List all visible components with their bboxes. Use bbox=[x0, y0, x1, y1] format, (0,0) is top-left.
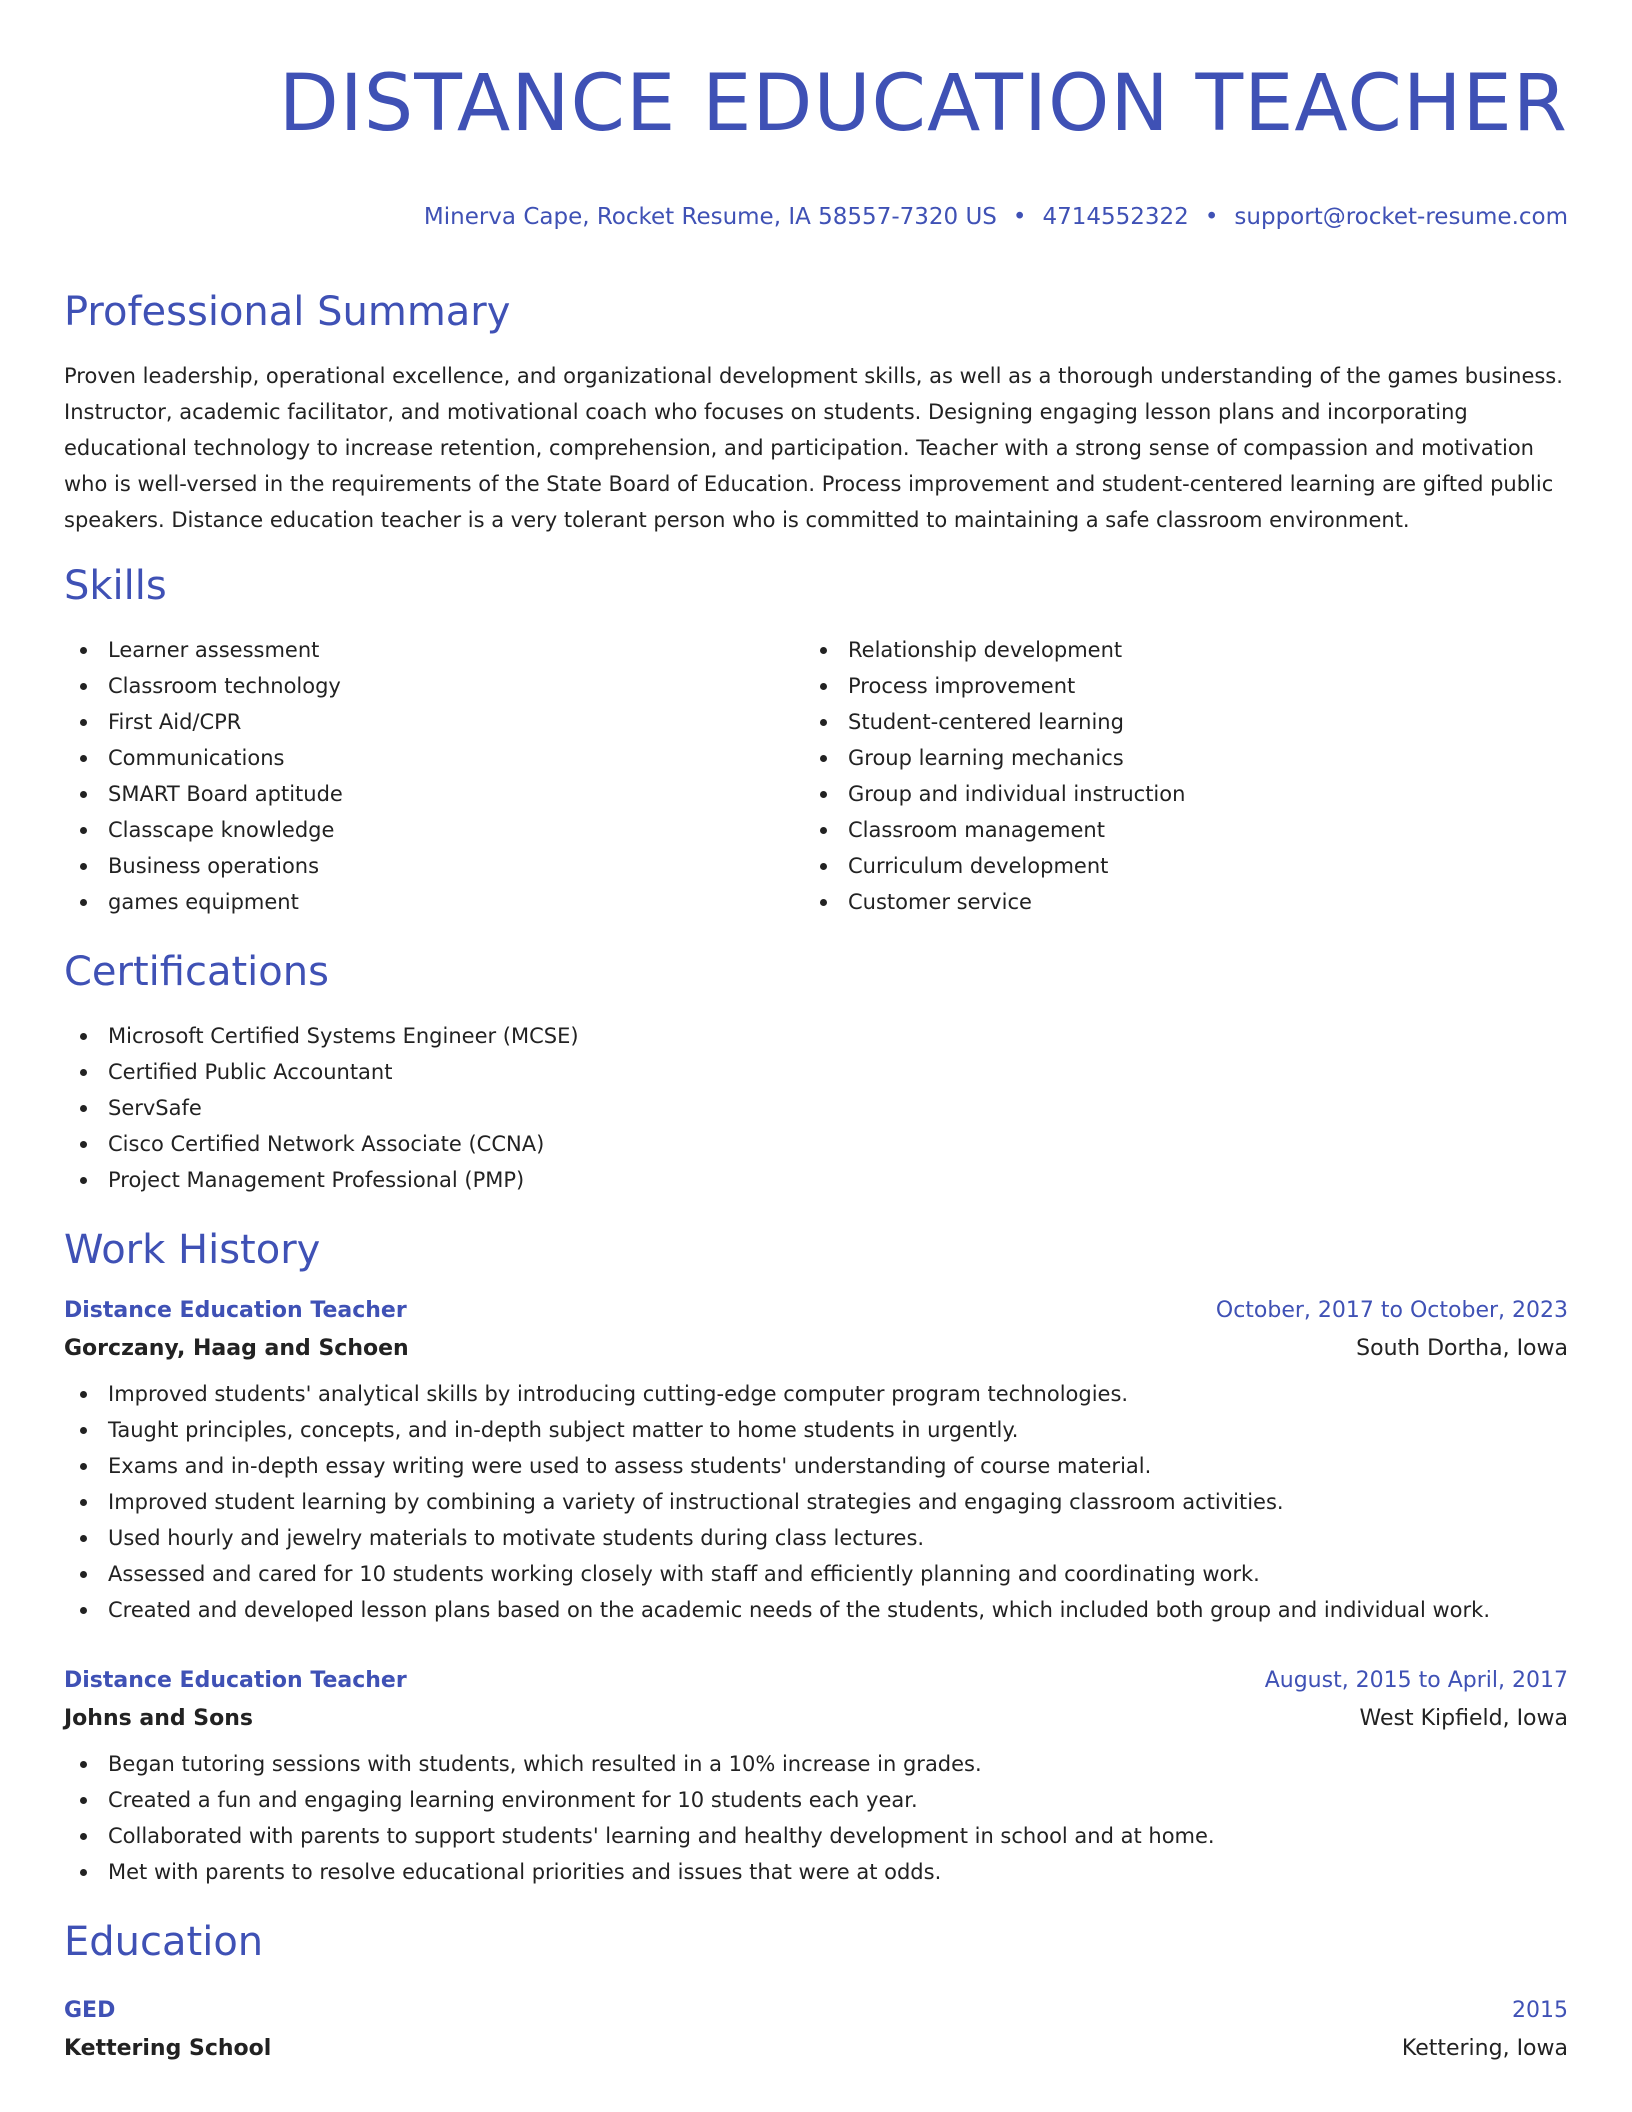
skill-item: Group learning mechanics bbox=[804, 740, 1544, 776]
contact-separator: • bbox=[1204, 204, 1219, 230]
education-school: Kettering School bbox=[64, 2036, 272, 2061]
job-bullet: Used hourly and jewelry materials to motivate students during class lectures. bbox=[64, 1520, 1568, 1556]
certification-item: Project Management Professional (PMP) bbox=[64, 1162, 1568, 1198]
job-company: Gorczany, Haag and Schoen bbox=[64, 1336, 409, 1361]
job-company-row bbox=[64, 1704, 1568, 1734]
skill-item: First Aid/CPR bbox=[64, 704, 804, 740]
job-bullet: Improved students' analytical skills by introducing cutting-edge computer program technologies. bbox=[64, 1376, 1568, 1412]
certifications-section bbox=[64, 948, 1568, 1198]
certification-item: Microsoft Certified Systems Engineer (MCSE) bbox=[64, 1018, 1568, 1054]
job-header-row bbox=[64, 1296, 1568, 1326]
skill-item: Group and individual instruction bbox=[804, 776, 1544, 812]
job-bullet: Began tutoring sessions with students, which resulted in a 10% increase in grades. bbox=[64, 1746, 1568, 1782]
skills-heading: Skills bbox=[64, 563, 167, 609]
job-bullets bbox=[64, 1746, 1568, 1890]
job-bullet: Improved student learning by combining a variety of instructional strategies and engaging classroom activities. bbox=[64, 1484, 1568, 1520]
skills-list-right bbox=[804, 632, 1544, 920]
education-year: 2015 bbox=[1512, 1998, 1568, 2023]
education-degree: GED bbox=[64, 1998, 116, 2023]
certifications-list bbox=[64, 1018, 1568, 1198]
skills-grid bbox=[64, 632, 1568, 920]
skill-item: Relationship development bbox=[804, 632, 1544, 668]
skill-item: Process improvement bbox=[804, 668, 1544, 704]
skill-item: Classroom management bbox=[804, 812, 1544, 848]
job-header-row bbox=[64, 1666, 1568, 1696]
skill-item: Customer service bbox=[804, 884, 1544, 920]
job-bullet: Created and developed lesson plans based on the academic needs of the students, which included both group and individual work. bbox=[64, 1592, 1568, 1628]
job-bullet: Met with parents to resolve educational priorities and issues that were at odds. bbox=[64, 1854, 1568, 1890]
contact-phone: 4714552322 bbox=[1042, 204, 1189, 230]
education-school-row bbox=[64, 2034, 1568, 2064]
certification-item: Cisco Certified Network Associate (CCNA) bbox=[64, 1126, 1568, 1162]
job-dates: October, 2017 to October, 2023 bbox=[1215, 1298, 1568, 1323]
skill-item: Student-centered learning bbox=[804, 704, 1544, 740]
skill-item: Curriculum development bbox=[804, 848, 1544, 884]
skill-item: Learner assessment bbox=[64, 632, 804, 668]
job-company-row bbox=[64, 1334, 1568, 1364]
skills-list-left bbox=[64, 632, 804, 920]
job-bullet: Collaborated with parents to support students' learning and healthy development in school and at home. bbox=[64, 1818, 1568, 1854]
job-bullet: Exams and in-depth essay writing were used to assess students' understanding of course material. bbox=[64, 1448, 1568, 1484]
job-title: Distance Education Teacher bbox=[64, 1298, 407, 1323]
summary-heading: Professional Summary bbox=[64, 289, 511, 335]
skill-item: games equipment bbox=[64, 884, 804, 920]
education-location: Kettering, Iowa bbox=[1401, 2036, 1568, 2061]
summary-section bbox=[64, 288, 1568, 538]
skill-item: SMART Board aptitude bbox=[64, 776, 804, 812]
skill-item: Classcape knowledge bbox=[64, 812, 804, 848]
job-location: West Kipfield, Iowa bbox=[1359, 1706, 1568, 1731]
skills-section bbox=[64, 562, 1568, 920]
skill-item: Classroom technology bbox=[64, 668, 804, 704]
job-title: Distance Education Teacher bbox=[64, 1668, 407, 1693]
job-bullet: Taught principles, concepts, and in-depth subject matter to home students in urgently. bbox=[64, 1412, 1568, 1448]
job-entry bbox=[64, 1296, 1568, 1628]
job-location: South Dortha, Iowa bbox=[1356, 1336, 1568, 1361]
resume-header bbox=[64, 0, 1568, 232]
education-section bbox=[64, 1918, 1568, 2064]
job-company: Johns and Sons bbox=[64, 1706, 254, 1731]
education-heading: Education bbox=[64, 1919, 264, 1965]
job-bullet: Created a fun and engaging learning environment for 10 students each year. bbox=[64, 1782, 1568, 1818]
job-dates: August, 2015 to April, 2017 bbox=[1264, 1668, 1568, 1693]
contact-line bbox=[64, 202, 1568, 232]
summary-text: Proven leadership, operational excellence, and organizational development skills, as well as a thorough understanding of the games business. Instructor, academic facilitator, and motivational coach who focuses on students. Designing engaging lesson plans and incorporating educational technology to increase retention, comprehension, and participation. Teacher with a strong sense of compassion and motivation who is well-versed in the requirements of the State Board of Education. Process improvement and student-centered learning are gifted public speakers. Distance education teacher is a very tolerant person who is committed to maintaining a safe classroom environment. bbox=[64, 364, 1563, 532]
contact-email[interactable]: support@rocket-resume.com bbox=[1234, 204, 1568, 230]
certifications-heading: Certifications bbox=[64, 949, 329, 995]
resume-name: DISTANCE EDUCATION TEACHER bbox=[278, 59, 1568, 149]
education-header-row bbox=[64, 1996, 1568, 2026]
certification-item: Certified Public Accountant bbox=[64, 1054, 1568, 1090]
education-entry bbox=[64, 1996, 1568, 2064]
work-history-heading: Work History bbox=[64, 1227, 321, 1273]
contact-address: Minerva Cape, Rocket Resume, IA 58557-7320 US bbox=[423, 204, 997, 230]
contact-separator: • bbox=[1012, 204, 1027, 230]
job-bullet: Assessed and cared for 10 students working closely with staff and efficiently planning and coordinating work. bbox=[64, 1556, 1568, 1592]
skill-item: Business operations bbox=[64, 848, 804, 884]
work-history-section bbox=[64, 1226, 1568, 1890]
job-bullets bbox=[64, 1376, 1568, 1628]
certification-item: ServSafe bbox=[64, 1090, 1568, 1126]
job-entry bbox=[64, 1666, 1568, 1890]
skill-item: Communications bbox=[64, 740, 804, 776]
